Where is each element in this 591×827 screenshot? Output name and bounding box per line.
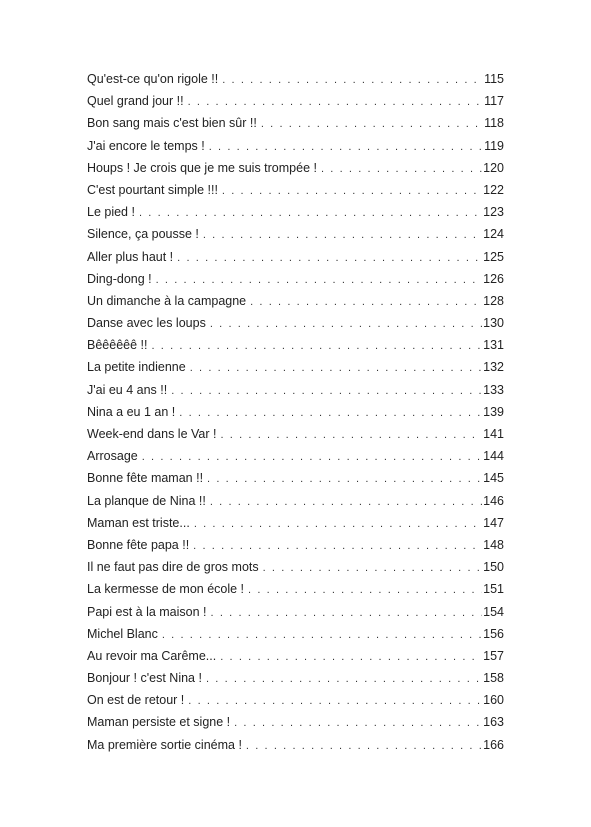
toc-entry-title: Au revoir ma Carême... [87, 645, 220, 667]
toc-entry-title: Bon sang mais c'est bien sûr !! [87, 112, 261, 134]
toc-entry-page-number: 115 [484, 72, 504, 86]
toc-entry [87, 512, 504, 534]
toc-entry-title: La petite indienne [87, 356, 190, 378]
toc-entry-page-number: 117 [484, 94, 504, 109]
dot-leader [210, 491, 482, 512]
dot-leader [142, 446, 482, 467]
toc-entry [87, 223, 504, 245]
toc-entry-title: Il ne faut pas dire de gros mots [87, 556, 263, 578]
table-of-contents [87, 68, 504, 756]
toc-entry-page-number: 150 [483, 560, 504, 575]
toc-entry [87, 490, 504, 512]
toc-entry [87, 734, 504, 756]
dot-leader [261, 113, 483, 134]
toc-entry-title: Maman persiste et signe ! [87, 711, 234, 733]
toc-entry-page-number: 166 [483, 737, 504, 752]
dot-leader [222, 69, 483, 90]
dot-leader [222, 180, 482, 201]
toc-entry-title: J'ai encore le temps ! [87, 135, 209, 157]
dot-leader [162, 624, 482, 645]
dot-leader [190, 357, 482, 378]
toc-entry [87, 334, 504, 356]
toc-entry-page-number: 147 [483, 515, 504, 530]
toc-entry-title: On est de retour ! [87, 689, 188, 711]
toc-entry-page-number: 120 [483, 160, 504, 175]
toc-entry-page-number: 148 [483, 537, 504, 552]
toc-entry-page-number: 128 [483, 293, 504, 308]
toc-entry-title: Arrosage [87, 445, 142, 467]
toc-entry-title: Maman est triste... [87, 512, 194, 534]
toc-entry-page-number: 160 [483, 693, 504, 708]
dot-leader [234, 712, 482, 733]
toc-entry [87, 68, 504, 90]
toc-entry-title: Silence, ça pousse ! [87, 223, 203, 245]
toc-entry [87, 179, 504, 201]
toc-entry-page-number: 141 [483, 427, 504, 441]
toc-entry [87, 601, 504, 623]
toc-entry [87, 578, 504, 600]
toc-entry-title: Nina a eu 1 an ! [87, 401, 179, 423]
toc-entry-page-number: 156 [483, 626, 504, 641]
dot-leader [248, 579, 482, 600]
toc-entry-page-number: 151 [483, 582, 504, 597]
dot-leader [207, 468, 482, 489]
dot-leader [206, 668, 482, 689]
toc-entry-page-number: 130 [483, 316, 504, 331]
toc-entry-title: Danse avec les loups [87, 312, 210, 334]
toc-entry [87, 356, 504, 378]
toc-entry [87, 290, 504, 312]
dot-leader [246, 735, 482, 756]
toc-entry-page-number: 132 [483, 360, 504, 375]
toc-entry-page-number: 133 [483, 382, 504, 397]
toc-entry-page-number: 124 [483, 227, 504, 242]
toc-entry-page-number: 158 [483, 671, 504, 686]
dot-leader [193, 535, 482, 556]
dot-leader [220, 424, 482, 445]
toc-entry-title: Ma première sortie cinéma ! [87, 734, 246, 756]
toc-entry [87, 467, 504, 489]
toc-entry-page-number: 123 [483, 205, 504, 220]
toc-entry-page-number: 122 [483, 182, 504, 197]
toc-entry-page-number: 144 [483, 449, 504, 464]
dot-leader [194, 513, 482, 534]
dot-leader [188, 91, 483, 112]
toc-entry-title: Michel Blanc [87, 623, 162, 645]
toc-entry-title: J'ai eu 4 ans !! [87, 379, 171, 401]
toc-entry [87, 423, 504, 445]
toc-entry-page-number: 145 [483, 471, 504, 486]
dot-leader [220, 646, 482, 667]
dot-leader [156, 269, 483, 290]
toc-entry [87, 246, 504, 268]
toc-entry-title: Papi est à la maison ! [87, 601, 211, 623]
toc-entry-page-number: 139 [483, 404, 504, 419]
toc-entry [87, 645, 504, 667]
dot-leader [139, 202, 482, 223]
toc-entry [87, 135, 504, 157]
dot-leader [179, 402, 482, 423]
dot-leader [151, 335, 482, 356]
toc-entry-title: Bêêêêêê !! [87, 334, 151, 356]
toc-entry [87, 711, 504, 733]
toc-entry-title: Bonjour ! c'est Nina ! [87, 667, 206, 689]
dot-leader [203, 224, 482, 245]
toc-entry-title: Week-end dans le Var ! [87, 423, 220, 445]
toc-entry-title: Qu'est-ce qu'on rigole !! [87, 68, 222, 90]
toc-entry-page-number: 125 [483, 249, 504, 264]
dot-leader [177, 247, 482, 268]
dot-leader [209, 136, 483, 157]
dot-leader [188, 690, 482, 711]
toc-entry-title: Aller plus haut ! [87, 246, 177, 268]
toc-entry-page-number: 119 [484, 138, 504, 153]
toc-entry [87, 157, 504, 179]
toc-entry [87, 445, 504, 467]
dot-leader [171, 380, 482, 401]
toc-entry-title: La kermesse de mon école ! [87, 578, 248, 600]
toc-entry-page-number: 126 [483, 271, 504, 286]
dot-leader [321, 158, 482, 179]
toc-entry [87, 112, 504, 134]
toc-entry-title: Ding-dong ! [87, 268, 156, 290]
toc-entry-title: Houps ! Je crois que je me suis trompée ! [87, 157, 321, 179]
toc-entry [87, 312, 504, 334]
dot-leader [211, 602, 483, 623]
toc-entry-page-number: 118 [484, 116, 504, 131]
toc-entry-page-number: 157 [483, 648, 504, 663]
toc-entry-title: Le pied ! [87, 201, 139, 223]
toc-entry [87, 401, 504, 423]
toc-entry [87, 201, 504, 223]
toc-entry [87, 90, 504, 112]
toc-entry-title: C'est pourtant simple !!! [87, 179, 222, 201]
toc-entry-title: Quel grand jour !! [87, 90, 188, 112]
dot-leader [210, 313, 482, 334]
toc-entry-title: La planque de Nina !! [87, 490, 210, 512]
toc-entry [87, 623, 504, 645]
toc-entry [87, 534, 504, 556]
toc-entry-page-number: 131 [483, 338, 504, 353]
toc-entry-title: Bonne fête papa !! [87, 534, 193, 556]
toc-entry-page-number: 146 [483, 493, 504, 508]
toc-entry-title: Un dimanche à la campagne [87, 290, 250, 312]
toc-entry-page-number: 154 [483, 604, 504, 619]
dot-leader [250, 291, 482, 312]
toc-entry [87, 268, 504, 290]
toc-entry [87, 556, 504, 578]
toc-entry [87, 667, 504, 689]
toc-entry [87, 689, 504, 711]
dot-leader [263, 557, 483, 578]
toc-entry [87, 379, 504, 401]
toc-entry-page-number: 163 [483, 715, 504, 730]
toc-entry-title: Bonne fête maman !! [87, 467, 207, 489]
